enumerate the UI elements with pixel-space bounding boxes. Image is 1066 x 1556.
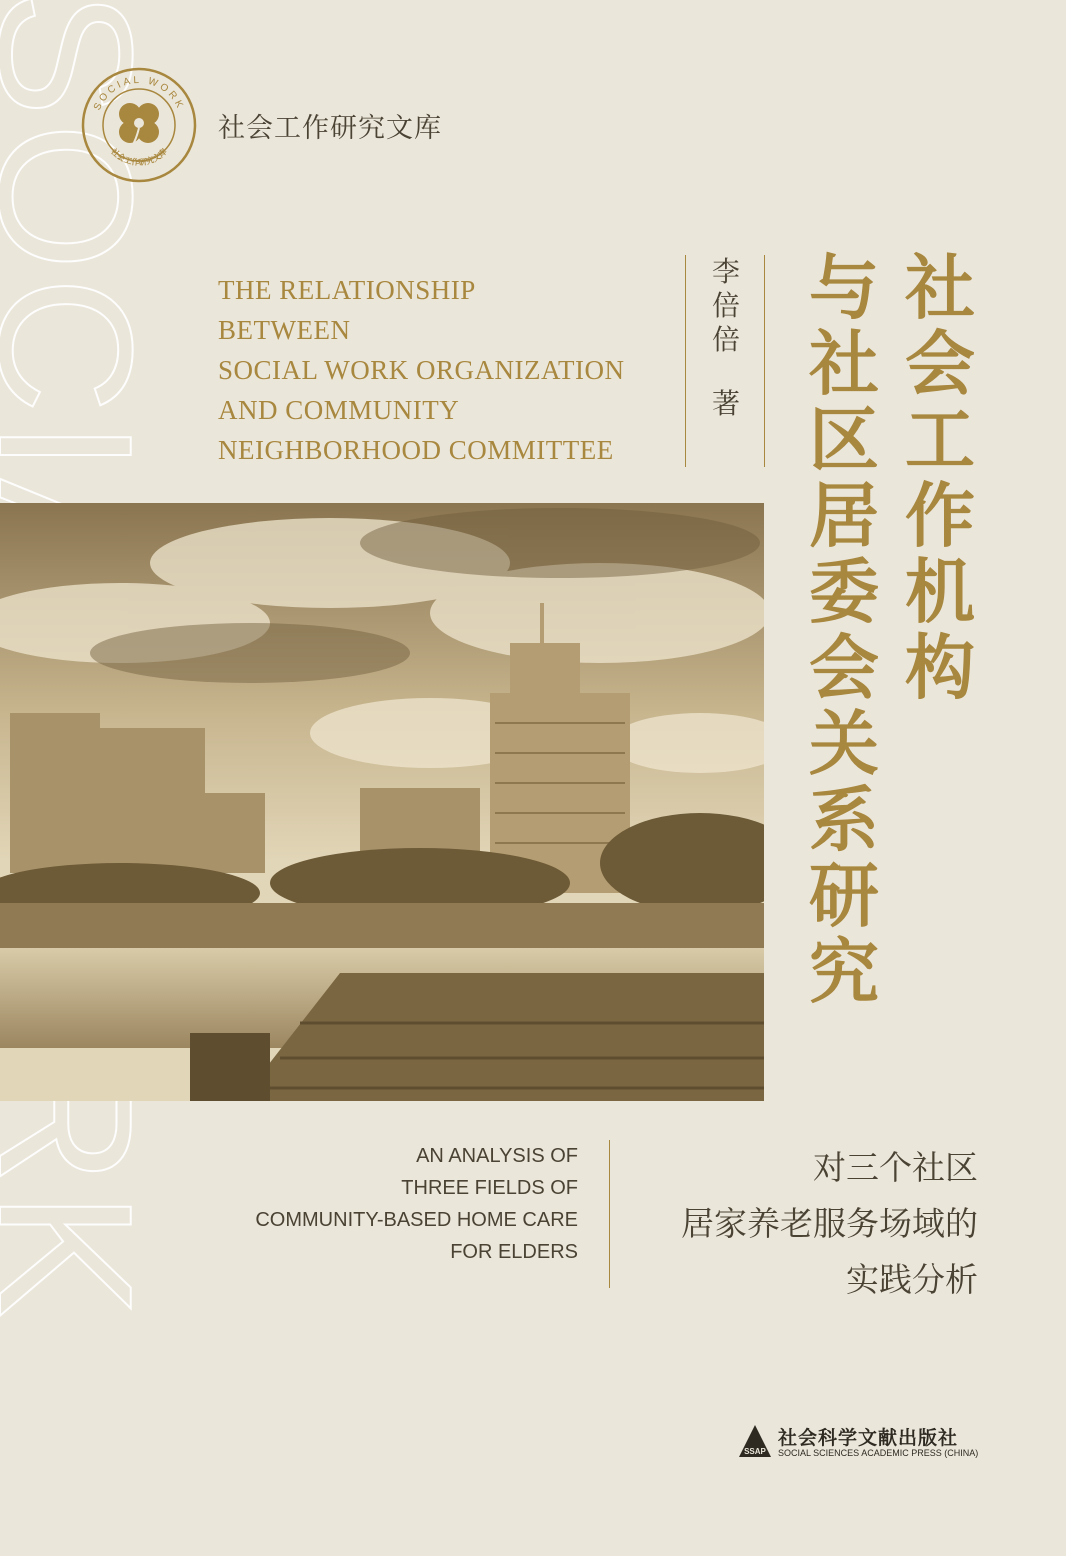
title-char: 会 [809, 627, 879, 709]
title-char: 区 [809, 399, 879, 481]
logo-ring-text-cn: 社会工作研究文库 [109, 147, 169, 168]
english-title-line: BETWEEN [218, 315, 351, 345]
english-title-line: SOCIAL WORK ORGANIZATION [218, 355, 625, 385]
title-char: 委 [809, 551, 879, 633]
subtitle-divider [609, 1140, 610, 1288]
title-char: 构 [905, 627, 975, 709]
author-left-rule [685, 255, 686, 467]
series-logo-icon [80, 66, 198, 184]
logo-ring-text: SOCIAL WORK [91, 74, 187, 113]
title-char: 究 [809, 931, 879, 1013]
chinese-title-line-2 [802, 247, 886, 1013]
english-subtitle-line: THREE FIELDS OF [401, 1177, 578, 1199]
title-char: 关 [809, 703, 879, 785]
english-subtitle-line: AN ANALYSIS OF [416, 1145, 578, 1167]
title-char: 会 [905, 323, 975, 405]
chinese-subtitle-line: 居家养老服务场域的 [681, 1204, 978, 1243]
title-char: 与 [809, 247, 879, 329]
author-name-char: 倍 [711, 323, 740, 356]
svg-text:社会工作研究文库 [109, 146, 169, 168]
chinese-title-line-1 [898, 247, 982, 709]
title-char: 系 [809, 779, 879, 861]
chinese-subtitle-line: 对三个社区 [813, 1148, 978, 1187]
english-title-line: AND COMMUNITY [218, 395, 460, 425]
title-char: 作 [905, 475, 975, 557]
chinese-subtitle-line: 实践分析 [846, 1260, 978, 1299]
cityscape-photo [0, 503, 764, 1101]
title-char: 社 [809, 323, 879, 405]
english-title-line: THE RELATIONSHIP [218, 275, 476, 305]
author [706, 255, 746, 421]
title-char: 居 [809, 475, 879, 557]
title-char: 工 [905, 399, 975, 481]
english-subtitle-line: COMMUNITY-BASED HOME CARE [255, 1209, 578, 1231]
english-subtitle [230, 1140, 578, 1268]
author-name-char: 倍 [711, 289, 740, 322]
publisher-name-en: SOCIAL SCIENCES ACADEMIC PRESS (CHINA) [778, 1448, 979, 1458]
title-char: 社 [905, 247, 975, 329]
author-right-rule [764, 255, 765, 467]
title-char: 机 [905, 551, 975, 633]
chinese-subtitle [620, 1140, 978, 1308]
publisher-logo-text: SSAP [744, 1447, 766, 1456]
author-name-char: 李 [711, 255, 740, 288]
english-title [218, 270, 624, 470]
author-role: 著 [711, 387, 740, 420]
publisher-name-cn: 社会科学文献出版社 [778, 1427, 959, 1449]
title-char: 研 [809, 855, 879, 937]
publisher-logo-icon [738, 1424, 772, 1458]
series-name: 社会工作研究文库 [218, 113, 442, 144]
english-title-line: NEIGHBORHOOD COMMITTEE [218, 435, 614, 465]
english-subtitle-line: FOR ELDERS [450, 1241, 578, 1263]
